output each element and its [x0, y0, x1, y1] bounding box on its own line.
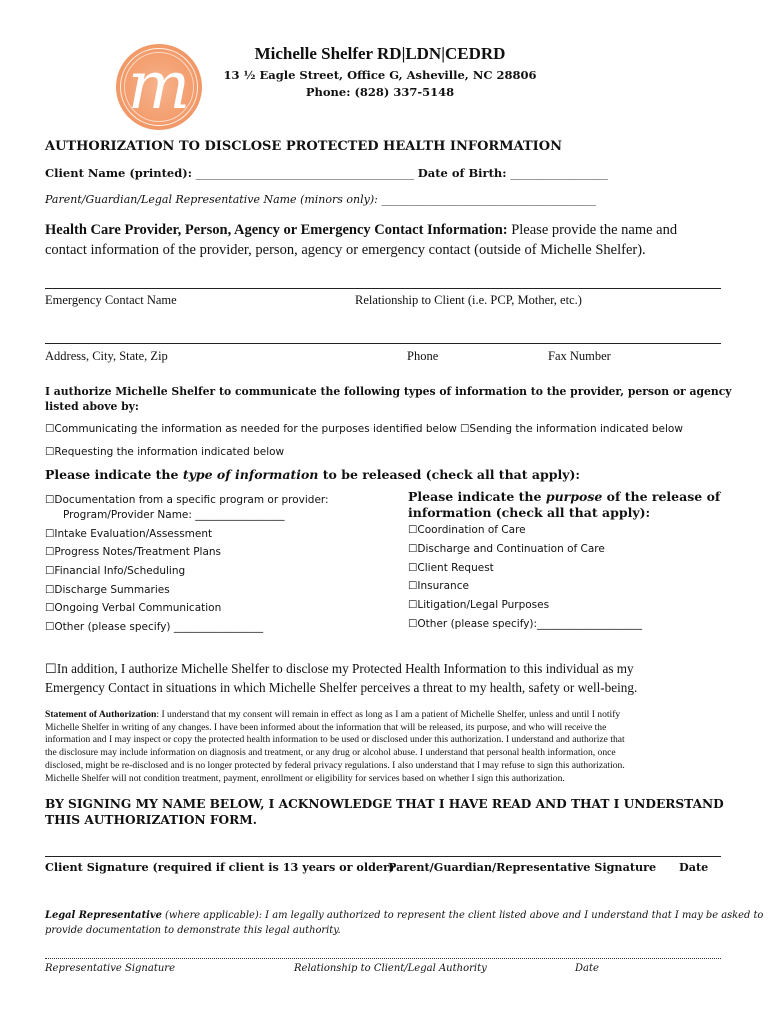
emergency-contact-field[interactable] — [45, 288, 721, 289]
signature-field[interactable] — [45, 856, 721, 857]
provider-intro — [45, 220, 735, 260]
legal-representative-statement — [45, 908, 763, 938]
authorize-line-1: I authorize Michelle Shelfer to communicate the following types of information to the provider, person or agency — [45, 385, 732, 398]
checkbox-intake[interactable]: ☐Intake Evaluation/Assessment — [45, 528, 213, 540]
type-heading-post: to be released (check all that apply): — [318, 467, 581, 482]
guardian-field[interactable]: _______________________________________ — [381, 193, 596, 206]
purpose-heading-post: of the release of — [602, 489, 721, 504]
address-field[interactable] — [45, 343, 721, 344]
fax-label: Fax Number — [548, 349, 611, 363]
legal-text-2: provide documentation to demonstrate this legal authority. — [45, 925, 341, 936]
legal-text-1: (where applicable): I am legally authorized to represent the client listed above and I understand that I may be asked to — [161, 910, 764, 921]
provider-heading: Health Care Provider, Person, Agency or Emergency Contact Information: — [45, 222, 508, 238]
checkbox-emergency-contact[interactable]: ☐In addition, I authorize Michelle Shelfer to disclose my Protected Health Information to this individual as my — [45, 661, 634, 676]
relationship-label: Relationship to Client (i.e. PCP, Mother, etc.) — [355, 293, 582, 307]
checkbox-communicating[interactable]: ☐Communicating the information as needed for the purposes identified below — [45, 423, 457, 435]
checkbox-sending[interactable]: ☐Sending the information indicated below — [460, 423, 683, 435]
statement-line-6: Michelle Shelfer will not condition treatment, payment, enrollment or eligibility for services based on whether I sign this authorization. — [45, 772, 565, 784]
statement-line-3: information and I may inspect or copy the protected health information to be used or disclosed under this authorization. I understand and authorize that — [45, 734, 625, 746]
checkbox-litigation[interactable]: ☐Litigation/Legal Purposes — [408, 599, 550, 611]
guardian-signature-label: Parent/Guardian/Representative Signature — [388, 860, 657, 874]
purpose-heading-em: purpose — [545, 489, 603, 504]
guardian-row — [45, 193, 596, 206]
legal-label: Legal Representative — [45, 910, 162, 921]
form-title: AUTHORIZATION TO DISCLOSE PROTECTED HEALTH INFORMATION — [45, 139, 562, 154]
provider-text-2: contact information of the provider, person, agency or emergency contact (outside of Michelle Shelfer). — [45, 242, 646, 258]
checkbox-documentation[interactable]: ☐Documentation from a specific program or provider: — [45, 494, 329, 506]
checkbox-progress-notes[interactable]: ☐Progress Notes/Treatment Plans — [45, 546, 221, 558]
checkbox-coordination[interactable]: ☐Coordination of Care — [408, 524, 526, 536]
statement-line-1: : I understand that my consent will remain in effect as long as I am a patient of Michelle Shelfer, unless and until I notify — [156, 709, 621, 720]
practice-logo — [116, 44, 202, 130]
relationship-authority-label: Relationship to Client/Legal Authority — [294, 963, 487, 974]
client-info-row — [45, 166, 608, 180]
authorize-line-2: listed above by: — [45, 400, 139, 413]
representative-signature-label: Representative Signature — [45, 963, 175, 974]
checkbox-discharge-summaries[interactable]: ☐Discharge Summaries — [45, 584, 170, 596]
practice-address: 13 ½ Eagle Street, Office G, Asheville, NC 28806 — [223, 68, 537, 82]
guardian-label: Parent/Guardian/Legal Representative Name (minors only): — [45, 193, 378, 206]
statement-of-authorization — [45, 709, 625, 785]
client-name-field[interactable]: ______________________________________ — [195, 166, 415, 180]
purpose-heading-line-2: information (check all that apply): — [408, 505, 651, 520]
statement-line-2: Michelle Shelfer in writing of any changes. I have been informed about the information that will be released, its purpose, and who will receive the — [45, 721, 607, 733]
checkbox-other-purpose[interactable]: ☐Other (please specify):____________________ — [408, 618, 643, 630]
acknowledgement-line-1: BY SIGNING MY NAME BELOW, I ACKNOWLEDGE THAT I HAVE READ AND THAT I UNDERSTAND — [45, 797, 724, 811]
address-label: Address, City, State, Zip — [45, 349, 168, 363]
acknowledgement-line-2: THIS AUTHORIZATION FORM. — [45, 813, 258, 827]
dob-label: Date of Birth: — [417, 166, 507, 180]
representative-date-label: Date — [575, 963, 599, 974]
client-signature-label: Client Signature (required if client is 13 years or older) — [45, 860, 395, 874]
emergency-clause — [45, 659, 637, 697]
statement-line-5: disclosed, might be re-disclosed and is no longer protected by federal privacy regulations. I also understand that I may refuse to sign this authorization. — [45, 759, 625, 771]
statement-label: Statement of Authorization — [45, 709, 157, 720]
program-provider-field[interactable]: Program/Provider Name: _________________ — [63, 509, 285, 521]
checkbox-discharge-continuation[interactable]: ☐Discharge and Continuation of Care — [408, 543, 605, 555]
statement-line-4: the disclosure may include information on diagnosis and treatment, or any drug or alcohol abuse. I understand that personal health information, once — [45, 747, 616, 759]
signature-date-label: Date — [679, 860, 709, 874]
practice-phone: Phone: (828) 337-5148 — [305, 85, 455, 99]
representative-signature-field[interactable] — [45, 958, 721, 959]
type-heading-em: type of information — [182, 467, 319, 482]
type-heading-pre: Please indicate the — [45, 467, 183, 482]
checkbox-insurance[interactable]: ☐Insurance — [408, 580, 469, 592]
checkbox-other-type[interactable]: ☐Other (please specify) _________________ — [45, 621, 264, 633]
checkbox-requesting[interactable]: ☐Requesting the information indicated below — [45, 446, 285, 458]
type-heading — [45, 467, 580, 482]
provider-text-1: Please provide the name and — [507, 222, 678, 238]
client-name-label: Client Name (printed): — [45, 166, 192, 180]
phone-label: Phone — [407, 349, 439, 363]
dob-field[interactable]: _________________ — [510, 166, 608, 180]
checkbox-verbal-communication[interactable]: ☐Ongoing Verbal Communication — [45, 602, 222, 614]
emergency-clause-line-2: Emergency Contact in situations in which Michelle Shelfer perceives a threat to my health, safety or well-being. — [45, 680, 638, 695]
practice-name: Michelle Shelfer RD|LDN|CEDRD — [254, 44, 506, 63]
purpose-heading-pre: Please indicate the — [408, 489, 546, 504]
purpose-heading — [408, 489, 720, 521]
checkbox-financial[interactable]: ☐Financial Info/Scheduling — [45, 565, 186, 577]
logo-letter: m — [127, 47, 191, 124]
authorize-statement — [45, 384, 732, 414]
emergency-contact-label: Emergency Contact Name — [45, 293, 177, 307]
acknowledgement — [45, 796, 724, 828]
checkbox-client-request[interactable]: ☐Client Request — [408, 562, 494, 574]
